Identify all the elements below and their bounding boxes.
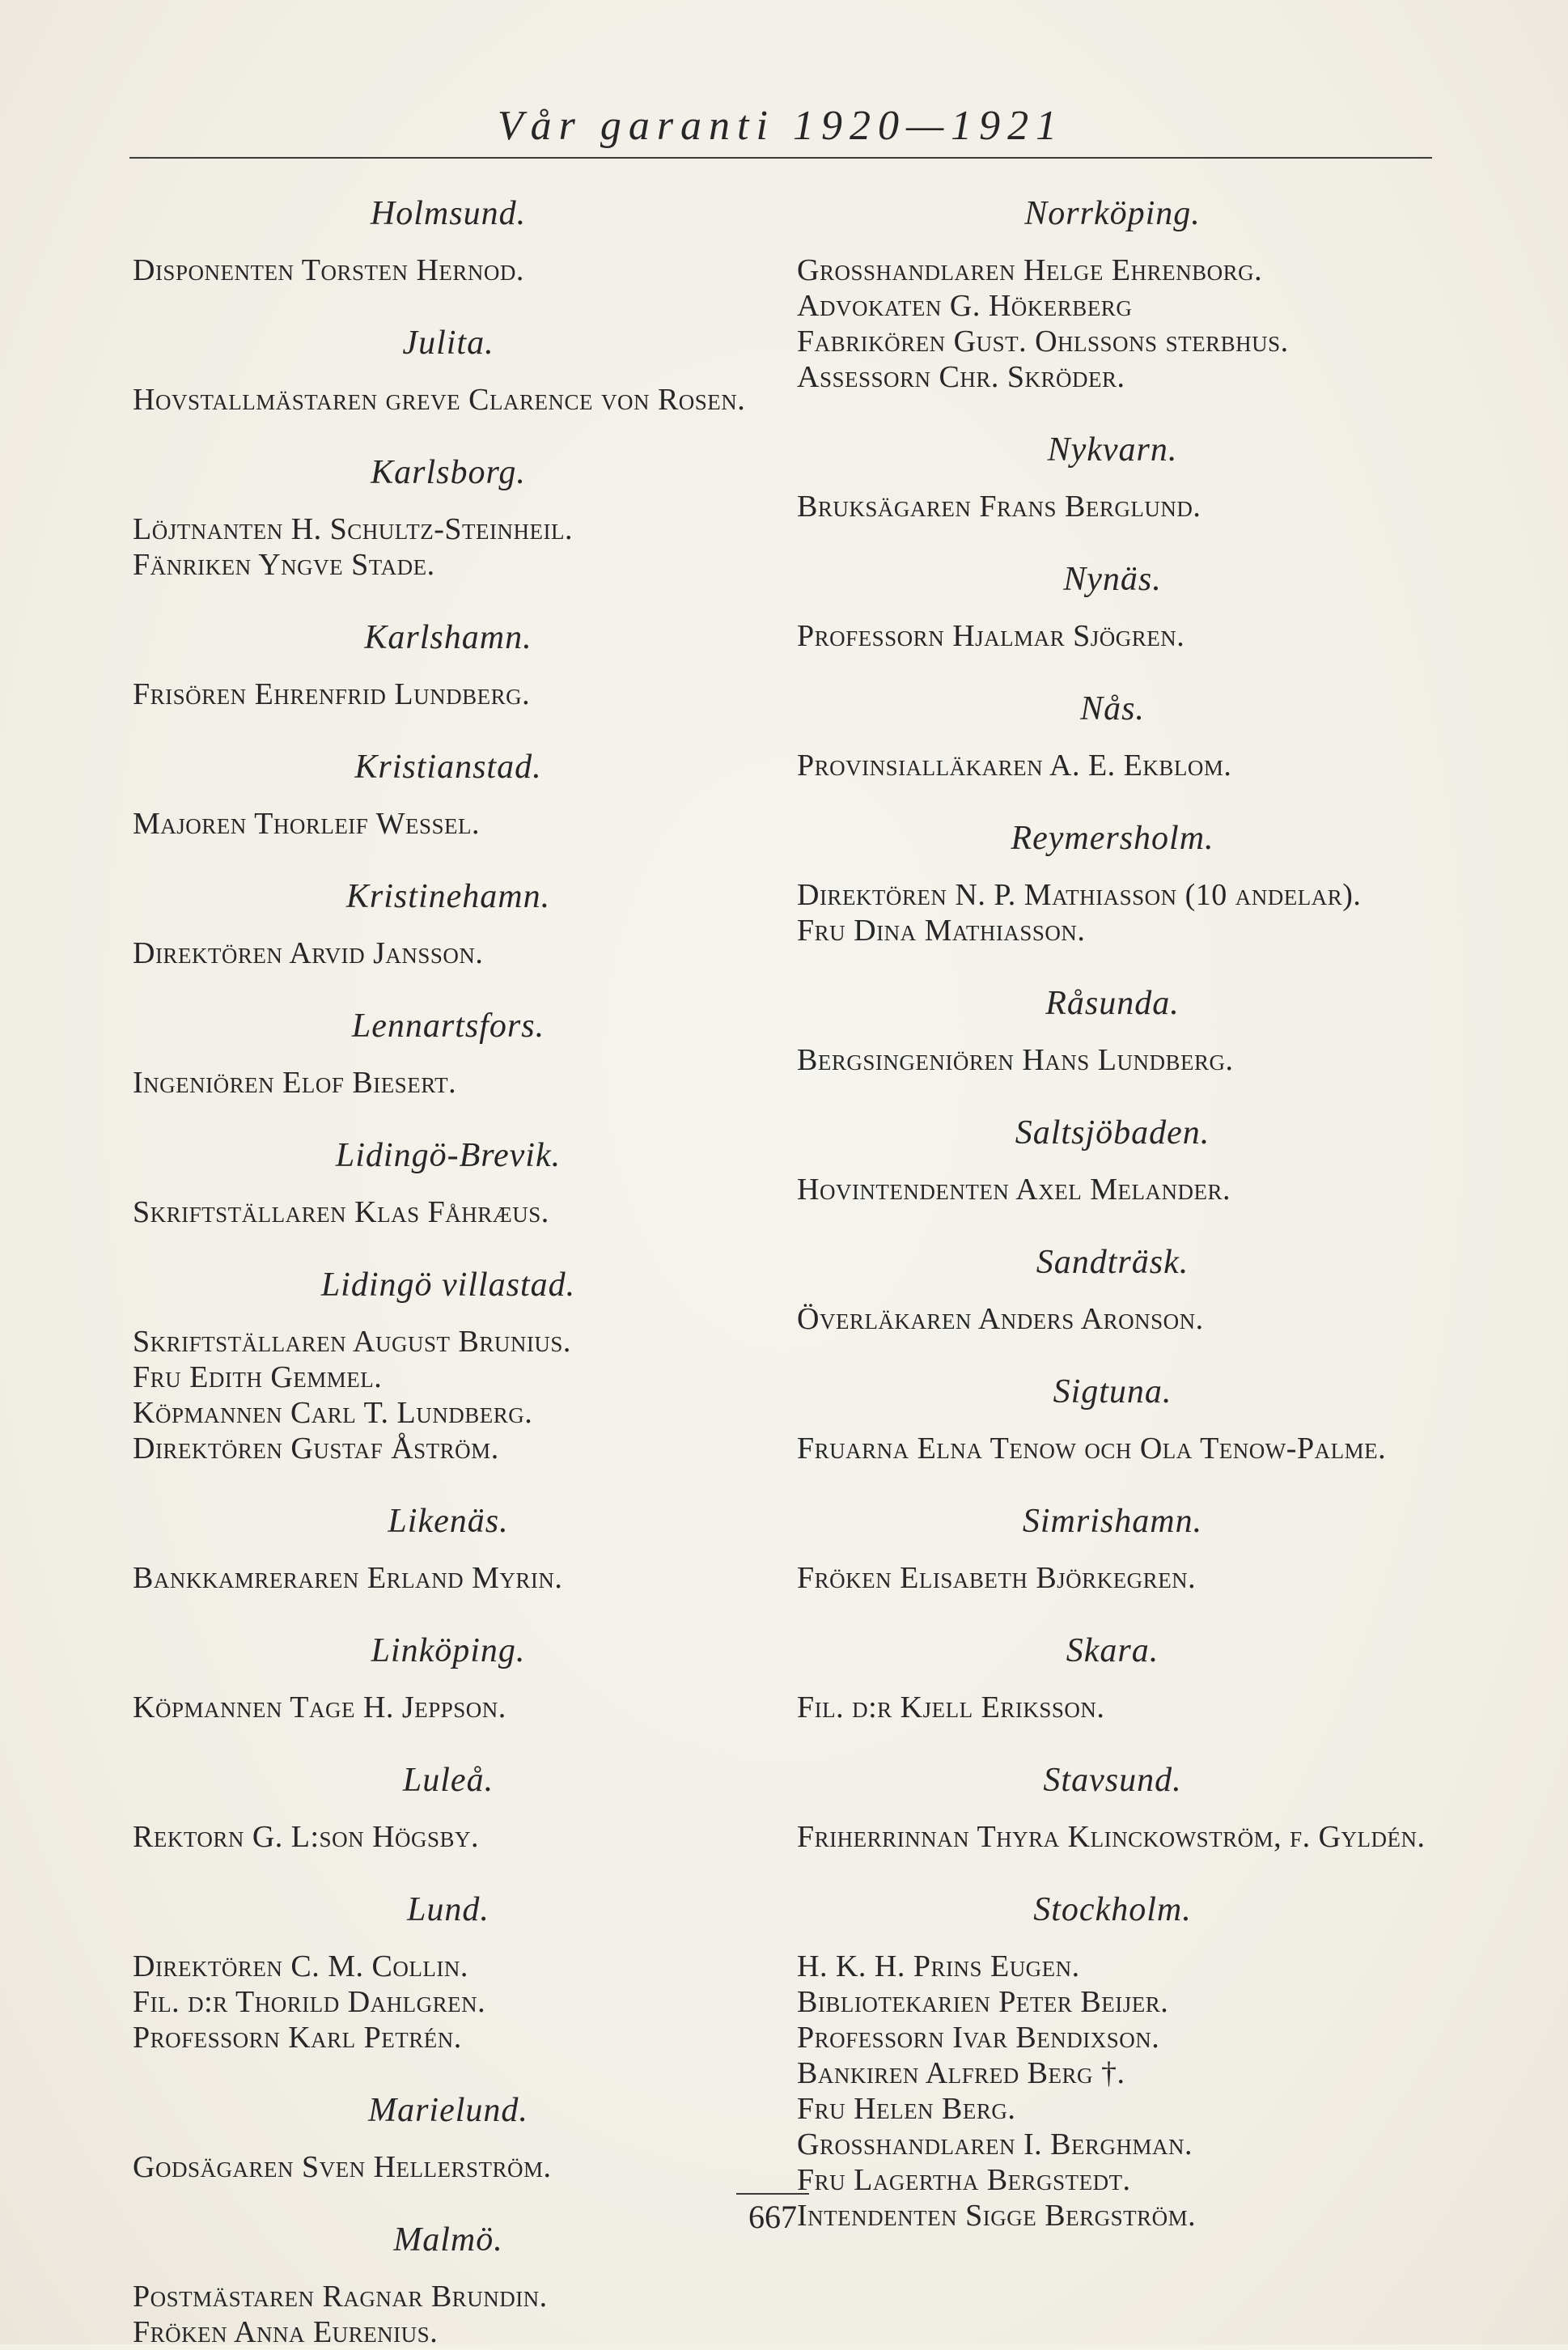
guarantor-entry: Assessorn Chr. Skröder. <box>797 360 1125 394</box>
guarantor-entry: Friherrinnan Thyra Klinckowström, f. Gyldén. <box>797 1820 1426 1854</box>
guarantor-entry: Grosshandlaren I. Berghman. <box>797 2127 1193 2161</box>
place-heading: Stockholm. <box>1033 1891 1192 1928</box>
place-heading: Sandträsk. <box>1036 1244 1189 1281</box>
guarantor-entry: Postmästaren Ragnar Brundin. <box>133 2280 548 2314</box>
guarantor-entry: Direktören C. M. Collin. <box>133 1949 468 1983</box>
guarantor-entry: Hovintendenten Axel Melander. <box>797 1173 1231 1207</box>
guarantor-entry: Fröken Anna Eurenius. <box>133 2315 439 2349</box>
place-heading: Norrköping. <box>1024 195 1201 232</box>
place-section <box>797 1243 1428 1337</box>
place-section <box>133 1502 764 1596</box>
place-section <box>797 1761 1428 1855</box>
guarantor-entry: Köpmannen Tage H. Jeppson. <box>133 1690 506 1724</box>
guarantor-entry: Löjtnanten H. Schultz-Steinheil. <box>133 512 574 546</box>
guarantor-entry: Provinsialläkaren A. E. Ekblom. <box>797 749 1232 783</box>
entry-list <box>133 1560 764 1596</box>
guarantor-entry: Köpmannen Carl T. Lundberg. <box>133 1396 533 1430</box>
guarantor-entry: Fru Lagertha Bergstedt. <box>797 2163 1131 2197</box>
place-heading: Karlshamn. <box>364 619 532 656</box>
guarantor-entry: Professorn Hjalmar Sjögren. <box>797 619 1185 653</box>
place-section <box>133 194 764 288</box>
guarantor-entry: Fru Helen Berg. <box>797 2092 1016 2126</box>
guarantor-entry: Bankkamreraren Erland Myrin. <box>133 1561 563 1595</box>
place-section <box>133 748 764 842</box>
guarantor-entry: Fröken Elisabeth Björkegren. <box>797 1561 1197 1595</box>
place-heading: Luleå. <box>402 1762 494 1799</box>
entry-list <box>797 489 1428 524</box>
place-heading: Linköping. <box>371 1632 526 1669</box>
entry-list <box>797 1431 1428 1466</box>
guarantor-entry: Professorn Ivar Bendixson. <box>797 2021 1160 2055</box>
left-column <box>133 194 764 2349</box>
guarantor-entry: Skriftställaren Klas Fåhræus. <box>133 1195 549 1229</box>
guarantor-entry: Direktören N. P. Mathiasson (10 andelar). <box>797 878 1362 912</box>
entry-list <box>133 1819 764 1855</box>
entry-list <box>797 618 1428 654</box>
entry-list <box>133 1324 764 1466</box>
entry-list <box>133 1949 764 2055</box>
place-heading: Skara. <box>1066 1632 1159 1669</box>
guarantor-entry: Skriftställaren August Brunius. <box>133 1325 571 1359</box>
entry-list <box>797 748 1428 783</box>
guarantor-entry: Hovstallmästaren greve Clarence von Rosen. <box>133 383 746 417</box>
place-section <box>797 194 1428 395</box>
entry-list <box>133 935 764 971</box>
guarantor-entry: Rektorn G. L:son Högsby. <box>133 1820 480 1854</box>
entry-list <box>797 252 1428 395</box>
guarantor-entry: Godsägaren Sven Hellerström. <box>133 2150 552 2184</box>
place-section <box>133 1761 764 1855</box>
place-heading: Lidingö-Brevik. <box>335 1137 562 1174</box>
guarantor-entry: Fruarna Elna Tenow och Ola Tenow-Palme. <box>797 1432 1387 1466</box>
guarantor-entry: Frisören Ehrenfrid Lundberg. <box>133 677 531 711</box>
guarantor-entry: Fru Dina Mathiasson. <box>797 914 1086 948</box>
guarantor-entry: Intendenten Sigge Bergström. <box>797 2199 1197 2233</box>
place-heading: Lund. <box>407 1891 489 1928</box>
place-section <box>797 984 1428 1078</box>
running-header <box>129 97 1432 155</box>
place-section <box>797 1372 1428 1466</box>
page-number: 667 <box>748 2199 797 2235</box>
entry-list <box>797 1690 1428 1725</box>
place-heading: Lennartsfors. <box>351 1007 545 1045</box>
place-heading: Malmö. <box>393 2221 503 2259</box>
entry-list <box>133 806 764 842</box>
place-heading: Likenäs. <box>388 1503 509 1540</box>
place-section <box>133 324 764 418</box>
guarantor-entry: Överläkaren Anders Aronson. <box>797 1302 1204 1336</box>
place-heading: Holmsund. <box>370 195 527 232</box>
place-section <box>797 1113 1428 1207</box>
guarantor-entry: Direktören Gustaf Åström. <box>133 1432 499 1466</box>
place-section <box>133 1890 764 2055</box>
place-section <box>797 819 1428 948</box>
guarantor-entry: Bibliotekarien Peter Beijer. <box>797 1985 1169 2019</box>
place-heading: Lidingö villastad. <box>320 1266 576 1304</box>
entry-list <box>133 1194 764 1230</box>
guarantor-entry: Disponenten Torsten Hernod. <box>133 253 524 287</box>
place-heading: Kristianstad. <box>354 749 542 786</box>
place-heading: Julita. <box>402 325 494 362</box>
place-heading: Nykvarn. <box>1047 431 1178 469</box>
place-section <box>133 1266 764 1466</box>
entry-list <box>797 1949 1428 2233</box>
guarantor-entry: Fil. d:r Kjell Eriksson. <box>797 1690 1105 1724</box>
footer-rule <box>736 2193 809 2195</box>
place-section <box>133 2091 764 2185</box>
guarantor-entry: H. K. H. Prins Eugen. <box>797 1949 1080 1983</box>
place-heading: Råsunda. <box>1045 985 1180 1022</box>
place-heading: Sigtuna. <box>1053 1373 1172 1410</box>
entry-list <box>133 1065 764 1101</box>
header-title: Vår garanti 1920—1921 <box>497 103 1065 149</box>
entry-list <box>797 877 1428 948</box>
guarantor-entry: Advokaten G. Hökerberg <box>797 289 1133 323</box>
entry-list <box>797 1042 1428 1078</box>
guarantor-entry: Fabrikören Gust. Ohlssons sterbhus. <box>797 325 1289 358</box>
entry-list <box>133 677 764 712</box>
guarantor-entry: Bankiren Alfred Berg †. <box>797 2056 1125 2090</box>
guarantor-entry: Professorn Karl Petrén. <box>133 2021 462 2055</box>
guarantor-entry: Fil. d:r Thorild Dahlgren. <box>133 1985 486 2019</box>
place-section <box>797 1502 1428 1596</box>
entry-list <box>133 382 764 418</box>
place-heading: Reymersholm. <box>1011 820 1214 857</box>
place-section <box>797 560 1428 654</box>
entry-list <box>133 2279 764 2350</box>
place-section <box>133 1136 764 1230</box>
entry-list <box>797 1560 1428 1596</box>
right-column <box>797 194 1428 2233</box>
entry-list <box>797 1819 1428 1855</box>
guarantor-entry: Ingeniören Elof Biesert. <box>133 1066 457 1100</box>
place-heading: Karlsborg. <box>371 454 526 491</box>
guarantor-entry: Bergsingeniören Hans Lundberg. <box>797 1043 1234 1077</box>
place-section <box>133 618 764 712</box>
entry-list <box>797 1301 1428 1337</box>
place-section <box>797 431 1428 524</box>
guarantor-entry: Direktören Arvid Jansson. <box>133 936 484 970</box>
entry-list <box>133 252 764 288</box>
place-heading: Saltsjöbaden. <box>1015 1114 1210 1152</box>
place-section <box>797 1631 1428 1725</box>
place-heading: Nynäs. <box>1063 561 1162 598</box>
place-section <box>133 1007 764 1101</box>
place-section <box>797 1890 1428 2233</box>
header-rule <box>129 157 1432 159</box>
place-heading: Kristinehamn. <box>345 878 551 915</box>
entry-list <box>133 1690 764 1725</box>
place-section <box>133 877 764 971</box>
guarantor-entry: Grosshandlaren Helge Ehrenborg. <box>797 253 1263 287</box>
guarantor-entry: Bruksägaren Frans Berglund. <box>797 490 1201 524</box>
place-heading: Marielund. <box>368 2092 528 2129</box>
entry-list <box>133 511 764 583</box>
entry-list <box>797 1172 1428 1207</box>
place-section <box>797 689 1428 783</box>
guarantor-entry: Majoren Thorleif Wessel. <box>133 807 481 841</box>
entry-list <box>133 2149 764 2185</box>
guarantor-entry: Fänriken Yngve Stade. <box>133 548 435 582</box>
place-section <box>133 2221 764 2350</box>
place-heading: Simrishamn. <box>1022 1503 1203 1540</box>
place-heading: Nås. <box>1080 690 1145 727</box>
place-section <box>133 1631 764 1725</box>
place-section <box>133 453 764 583</box>
guarantor-entry: Fru Edith Gemmel. <box>133 1360 383 1394</box>
place-heading: Stavsund. <box>1043 1762 1182 1799</box>
